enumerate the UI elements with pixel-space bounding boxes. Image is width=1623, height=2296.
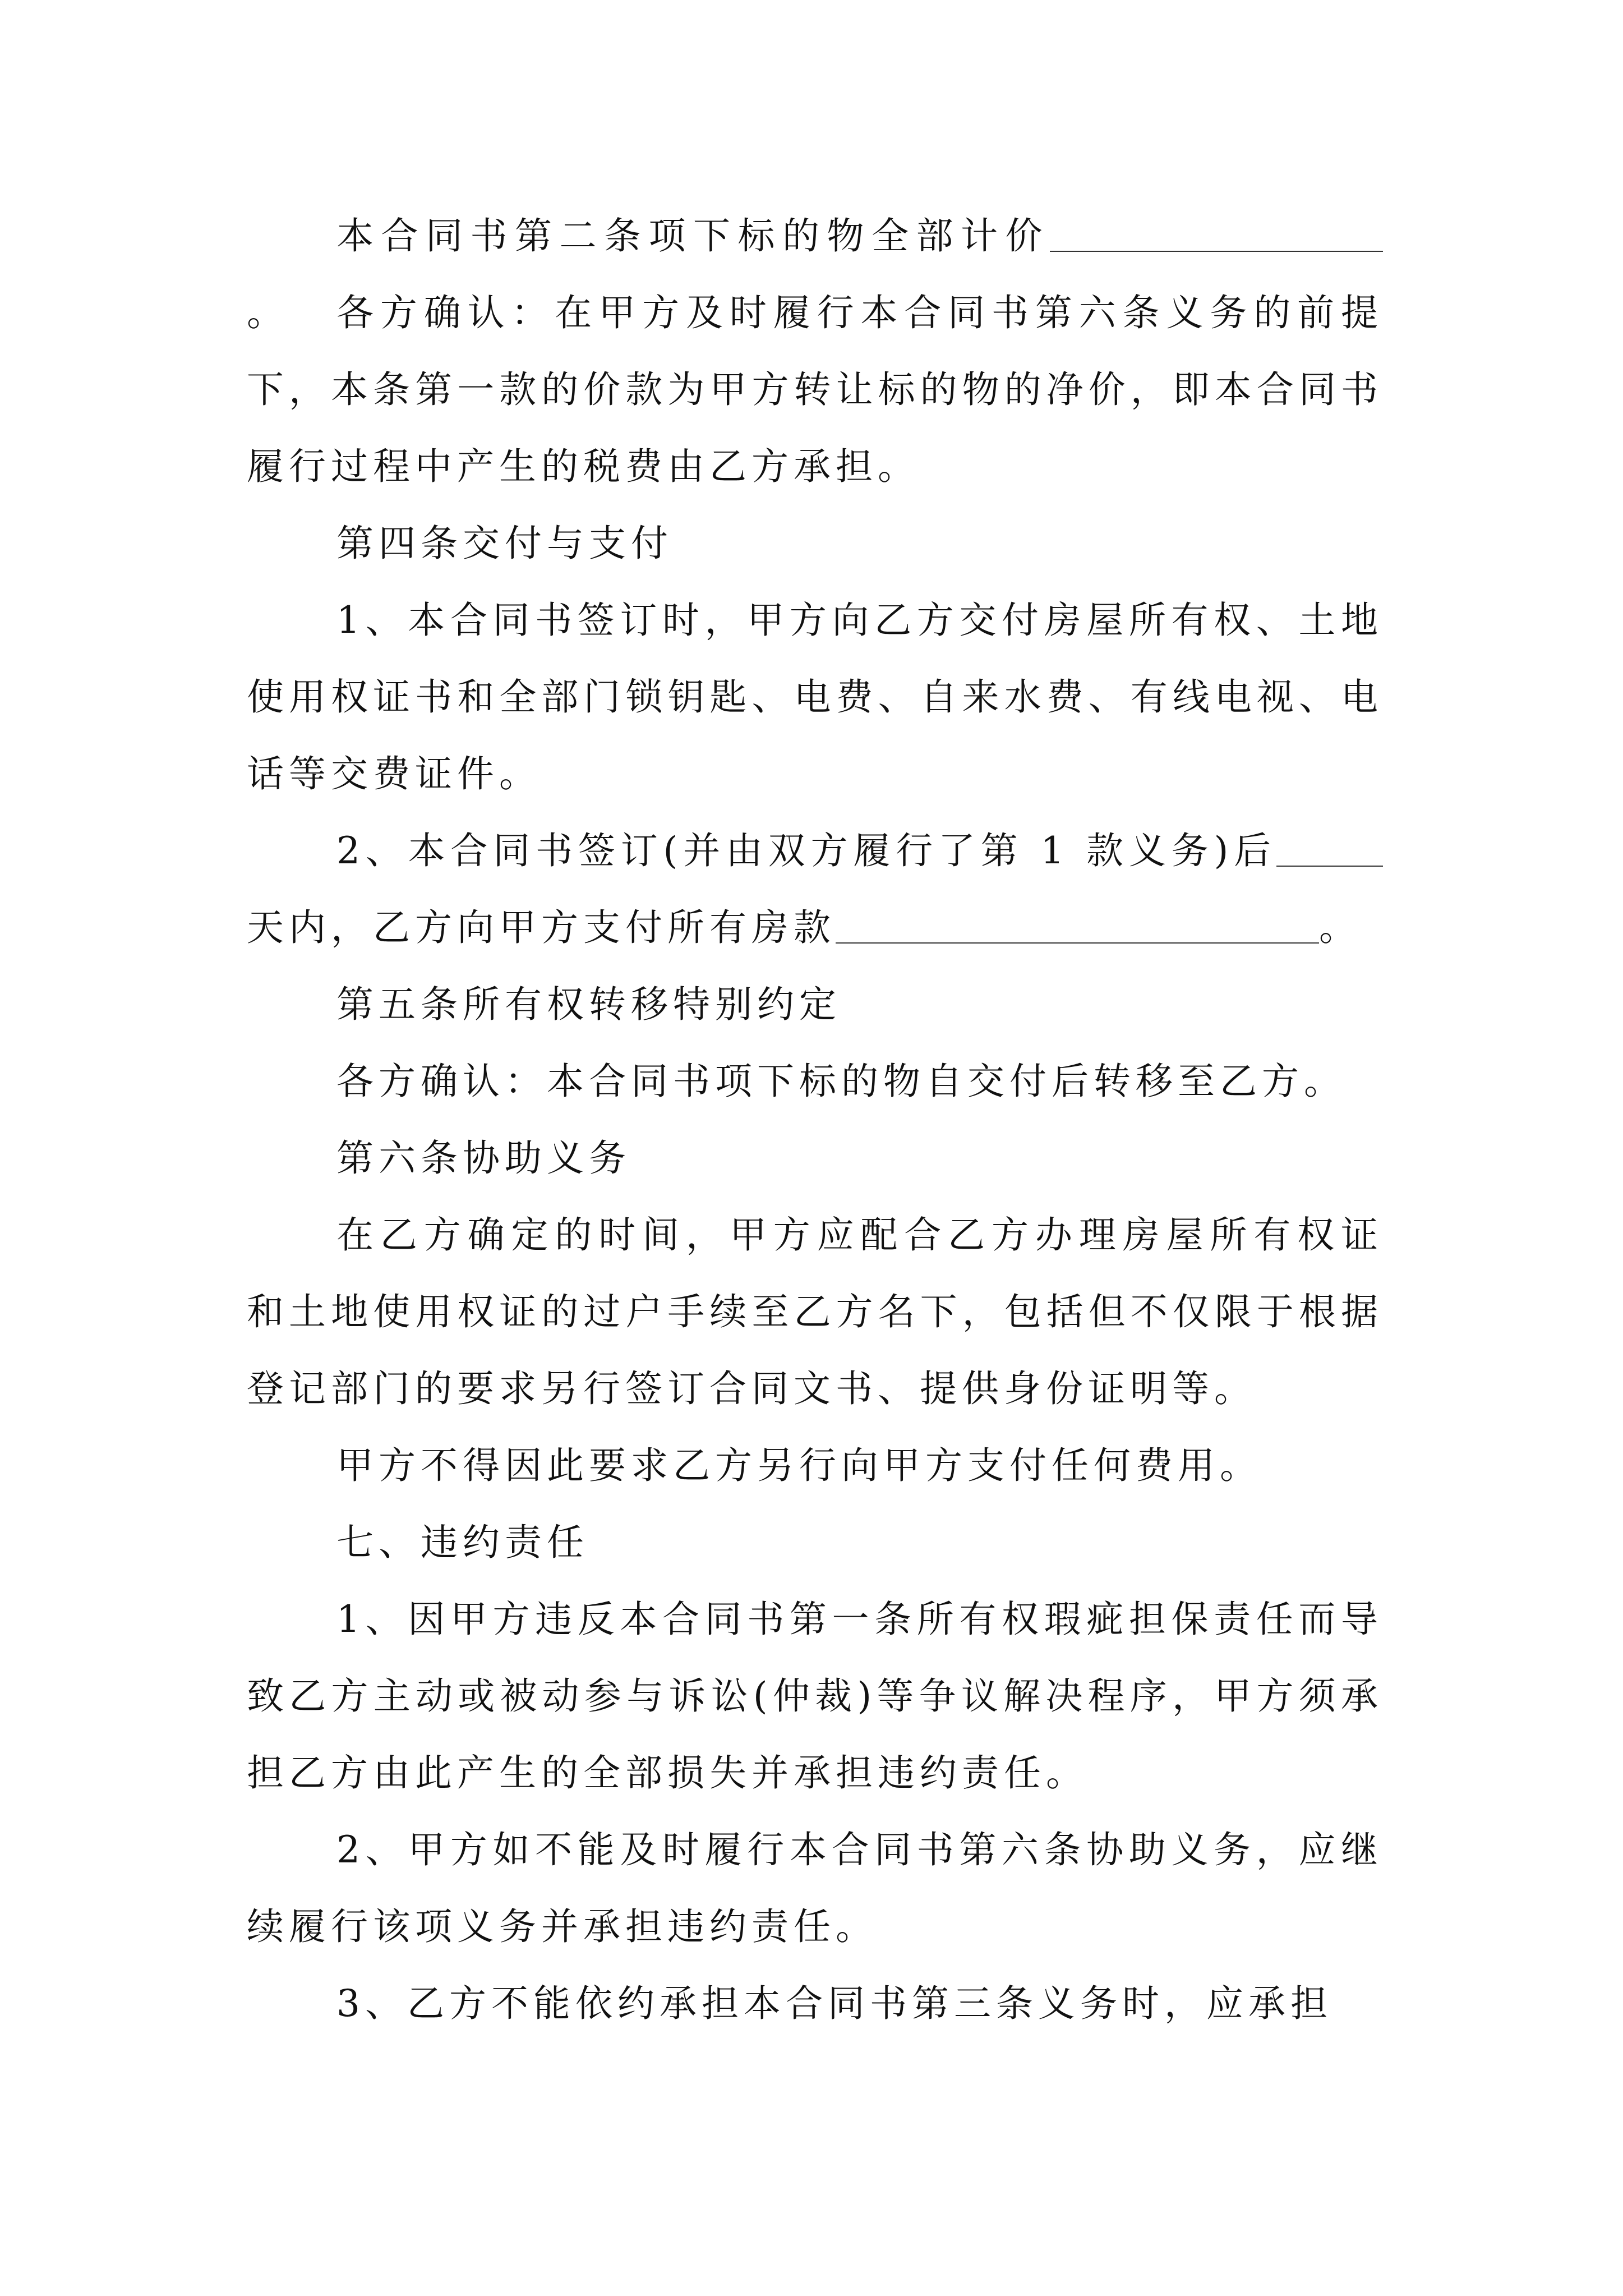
no-fee-paragraph: 甲方不得因此要求乙方另行向甲方支付任何费用。: [336, 1444, 1262, 1487]
payment-period: 。: [1319, 906, 1361, 949]
ownership-transfer-paragraph: 各方确认：本合同书项下标的物自交付后转移至乙方。: [336, 1060, 1346, 1103]
section-seven-heading: 七、违约责任: [336, 1521, 589, 1564]
section-four-heading: 第四条交付与支付: [336, 522, 673, 565]
section-five-heading: 第五条所有权转移特别约定: [336, 983, 841, 1026]
payment-blank: [836, 909, 1319, 944]
delivery-clause-2-text: 2、本合同书签订(并由双方履行了第 1 款义务)后: [336, 829, 1276, 872]
liability-clause-3: 3、乙方不能依约承担本合同书第三条义务时，应承担: [336, 1982, 1332, 2025]
price-period: 。: [247, 291, 289, 334]
net-price-paragraph: 各方确认：在甲方及时履行本合同书第六条义务的前提下，本条第一款的价款为甲方转让标的物的净价，即本合同书履行过程中产生的税费由乙方承担。: [247, 291, 1383, 488]
delivery-clause-2-middle: 天内，乙方向甲方支付所有房款: [247, 906, 836, 949]
days-blank: [1276, 832, 1383, 867]
delivery-clause-1: 1、本合同书签订时，甲方向乙方交付房屋所有权、土地使用权证书和全部门锁钥匙、电费、自来水费、有线电视、电话等交费证件。: [247, 599, 1383, 795]
liability-clause-2: 2、甲方如不能及时履行本合同书第六条协助义务，应继续履行该项义务并承担违约责任。: [247, 1828, 1383, 1948]
liability-clause-1: 1、因甲方违反本合同书第一条所有权瑕疵担保责任而导致乙方主动或被动参与诉讼(仲裁)等争议解决程序，甲方须承担乙方由此产生的全部损失并承担违约责任。: [247, 1598, 1383, 1795]
delivery-clause-2: [247, 812, 1383, 966]
price-text: 本合同书第二条项下标的物全部计价: [336, 214, 1050, 257]
section-six-heading: 第六条协助义务: [336, 1137, 631, 1180]
assistance-paragraph: 在乙方确定的时间，甲方应配合乙方办理房屋所有权证和土地使用权证的过户手续至乙方名下，包括但不仅限于根据登记部门的要求另行签订合同文书、提供身份证明等。: [247, 1213, 1383, 1410]
price-blank: [1050, 217, 1383, 252]
